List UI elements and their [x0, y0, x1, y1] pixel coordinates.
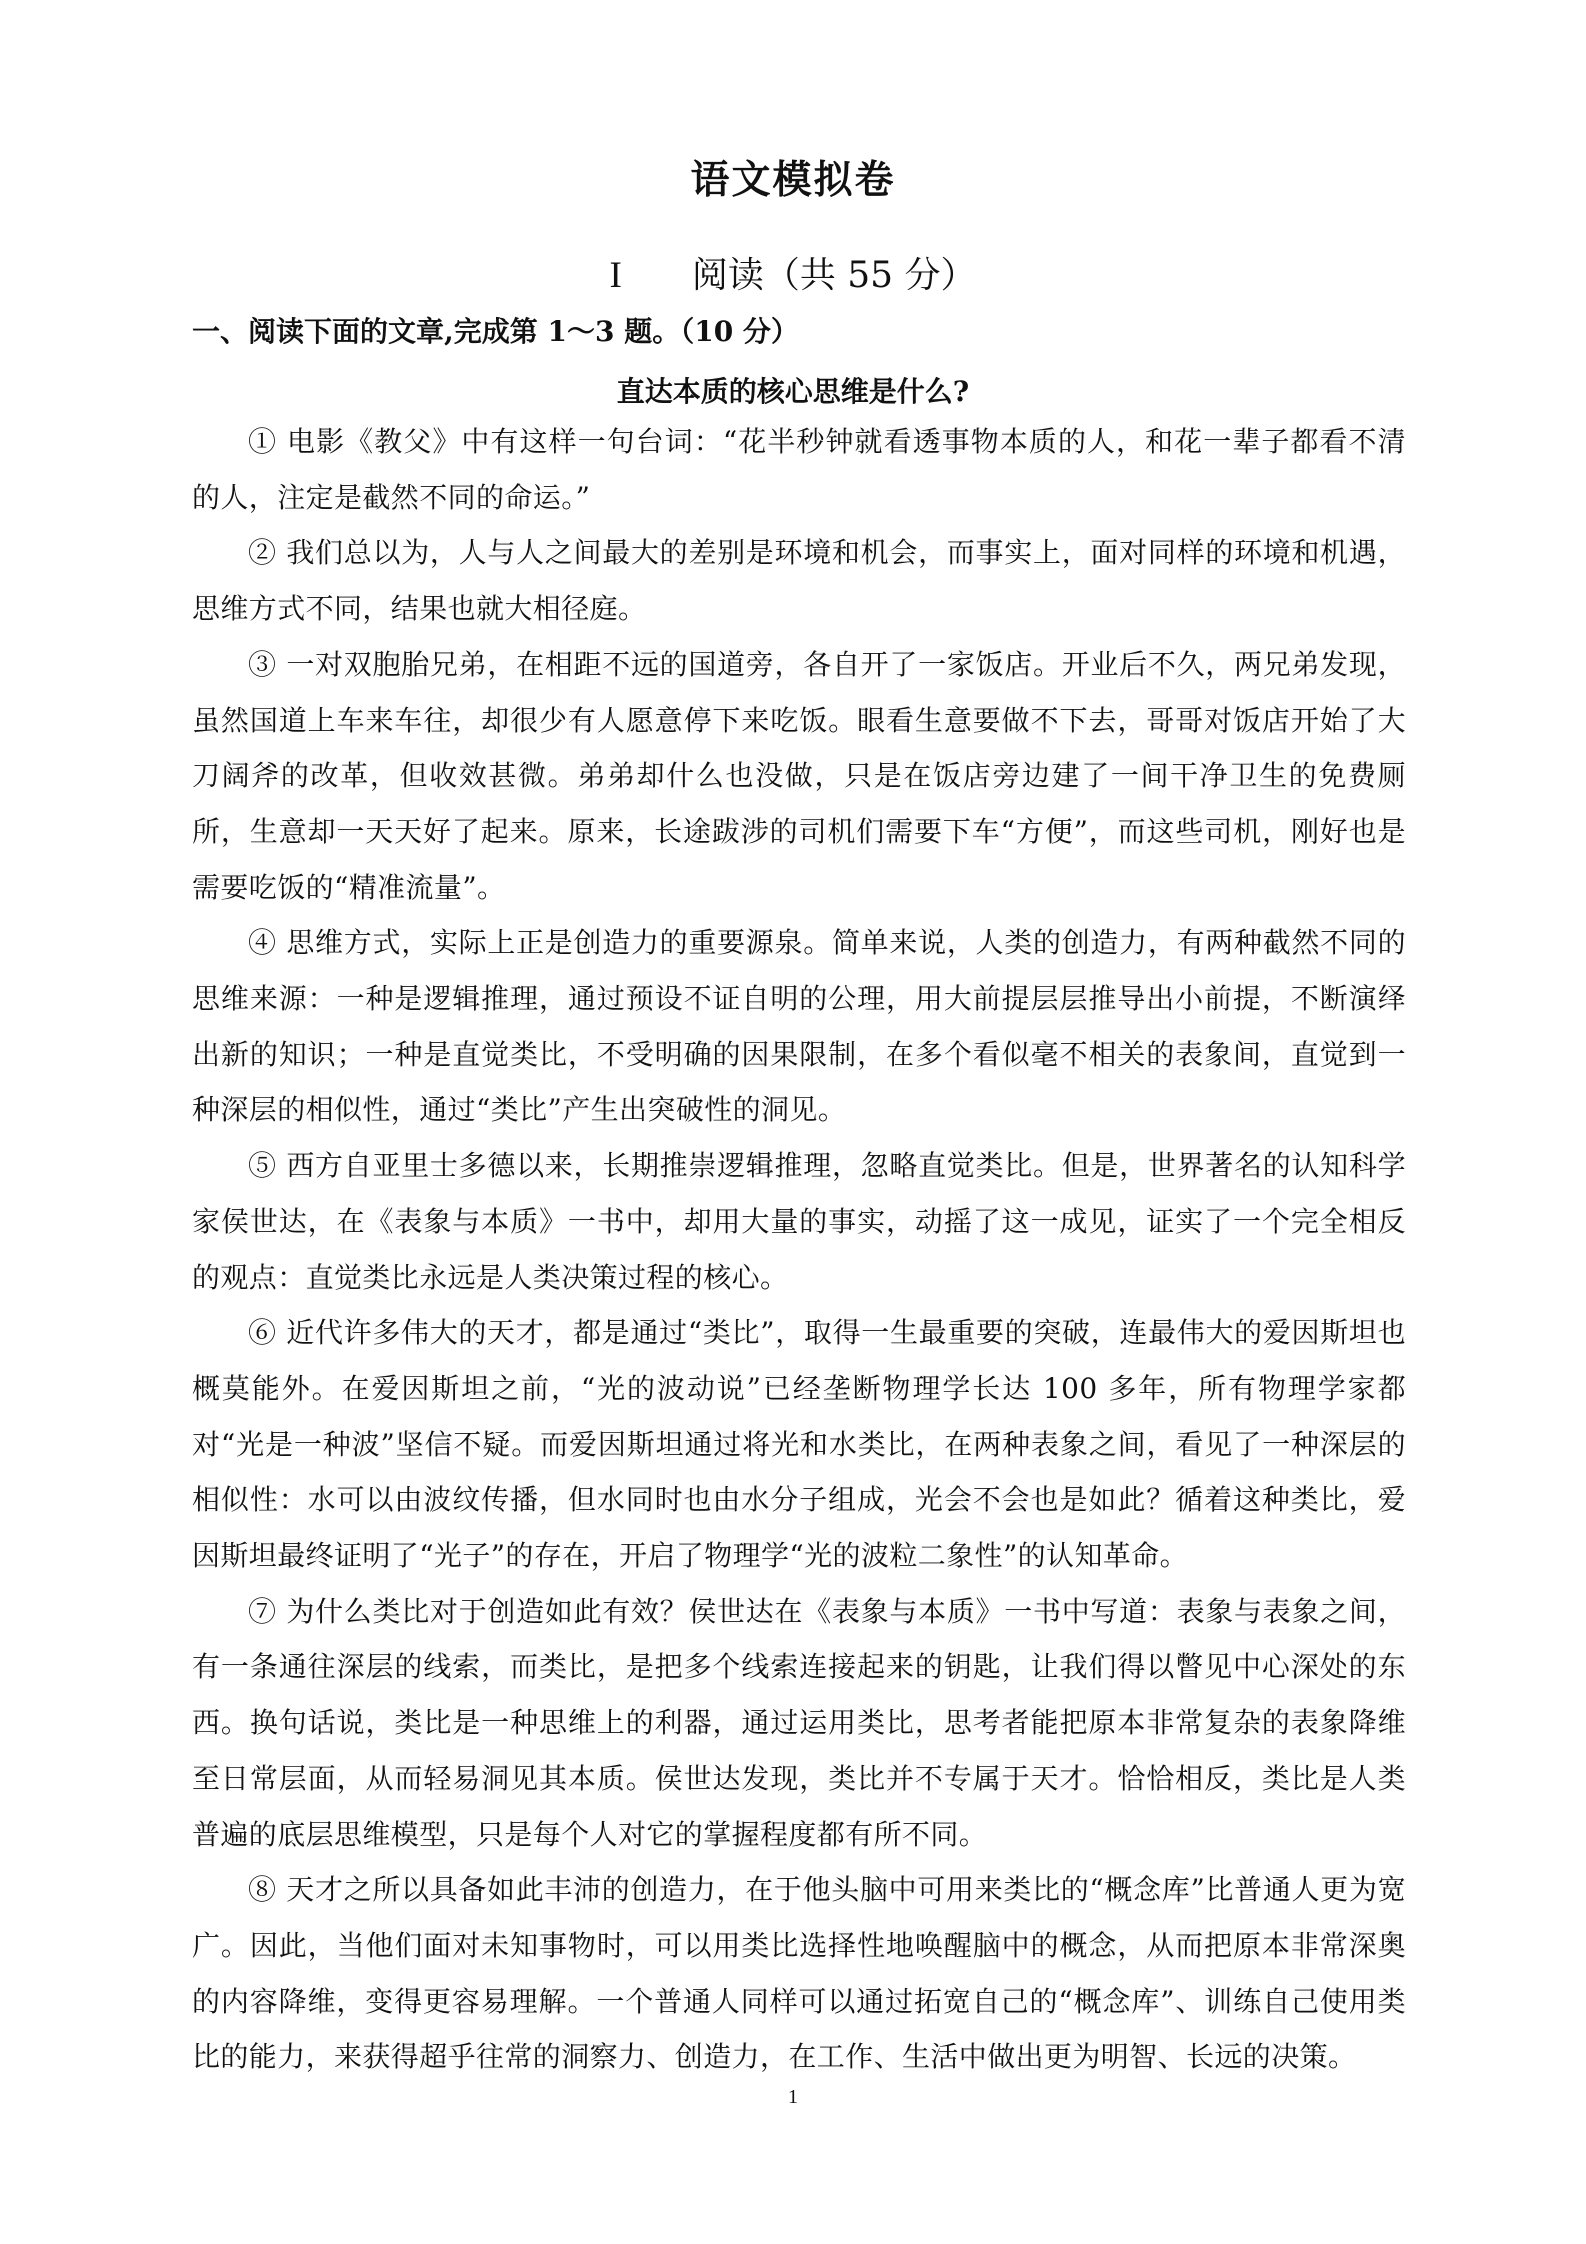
question-part-heading: 一、阅读下面的文章,完成第 1～3 题。（10 分） [192, 315, 799, 348]
article-title: 直达本质的核心思维是什么? [616, 375, 970, 408]
article-paragraph-1: ① 电影《教父》中有这样一句台词：“花半秒钟就看透事物本质的人，和花一辈子都看不清的人，注定是截然不同的命运。” [192, 425, 1406, 514]
document-title: 语文模拟卷 [690, 157, 896, 203]
article-paragraph-4: ④ 思维方式，实际上正是创造力的重要源泉。简单来说，人类的创造力，有两种截然不同的思维来源：一种是逻辑推理，通过预设不证自明的公理，用大前提层层推导出小前提，不断演绎出新的知识；一种是直觉类比，不受明确的因果限制，在多个看似毫不相关的表象间，直觉到一种深层的相似性，通过“类比”产生出突破性的洞见。 [192, 926, 1406, 1127]
article-paragraph-5: ⑤ 西方自亚里士多德以来，长期推崇逻辑推理，忽略直觉类比。但是，世界著名的认知科学家侯世达，在《表象与本质》一书中，却用大量的事实，动摇了这一成见，证实了一个完全相反的观点：直觉类比永远是人类决策过程的核心。 [192, 1149, 1406, 1294]
section-heading [0, 250, 1586, 302]
article-paragraph-2: ② 我们总以为，人与人之间最大的差别是环境和机会，而事实上，面对同样的环境和机遇，思维方式不同，结果也就大相径庭。 [192, 536, 1406, 626]
section-number: I [609, 255, 622, 296]
article-paragraph-3: ③ 一对双胞胎兄弟，在相距不远的国道旁，各自开了一家饭店。开业后不久，两兄弟发现，虽然国道上车来车往，却很少有人愿意停下来吃饭。眼看生意要做不下去，哥哥对饭店开始了大刀阔斧的改革，但收效甚微。弟弟却什么也没做，只是在饭店旁边建了一间干净卫生的免费厕所，生意却一天天好了起来。原来，长途跋涉的司机们需要下车“方便”，而这些司机，刚好也是需要吃饭的“精准流量”。 [192, 647, 1406, 904]
article-body [192, 414, 1406, 2085]
section-title: 阅读（共 55 分） [691, 255, 977, 296]
page-number: 1 [788, 2086, 798, 2108]
article-paragraph-6: ⑥ 近代许多伟大的天才，都是通过“类比”，取得一生最重要的突破，连最伟大的爱因斯坦也概莫能外。在爱因斯坦之前，“光的波动说”已经垄断物理学长达 100 多年，所有物理学家都对“光是一种波”坚信不疑。而爱因斯坦通过将光和水类比，在两种表象之间，看见了一种深层的相似性：水可以由波纹传播，但水同时也由水分子组成，光会不会也是如此？循着这种类比，爱因斯坦最终证明了“光子”的存在，开启了物理学“光的波粒二象性”的认知革命。 [192, 1316, 1406, 1573]
article-paragraph-8: ⑧ 天才之所以具备如此丰沛的创造力，在于他头脑中可用来类比的“概念库”比普通人更为宽广。因此，当他们面对未知事物时，可以用类比选择性地唤醒脑中的概念，从而把原本非常深奥的内容降维，变得更容易理解。一个普通人同样可以通过拓宽自己的“概念库”、训练自己使用类比的能力，来获得超乎往常的洞察力、创造力，在工作、生活中做出更为明智、长远的决策。 [192, 1873, 1406, 2074]
article-paragraph-7: ⑦ 为什么类比对于创造如此有效？侯世达在《表象与本质》一书中写道：表象与表象之间，有一条通往深层的线索，而类比，是把多个线索连接起来的钥匙，让我们得以瞥见中心深处的东西。换句话说，类比是一种思维上的利器，通过运用类比，思考者能把原本非常复杂的表象降维至日常层面，从而轻易洞见其本质。侯世达发现，类比并不专属于天才。恰恰相反，类比是人类普遍的底层思维模型，只是每个人对它的掌握程度都有所不同。 [192, 1594, 1406, 1851]
